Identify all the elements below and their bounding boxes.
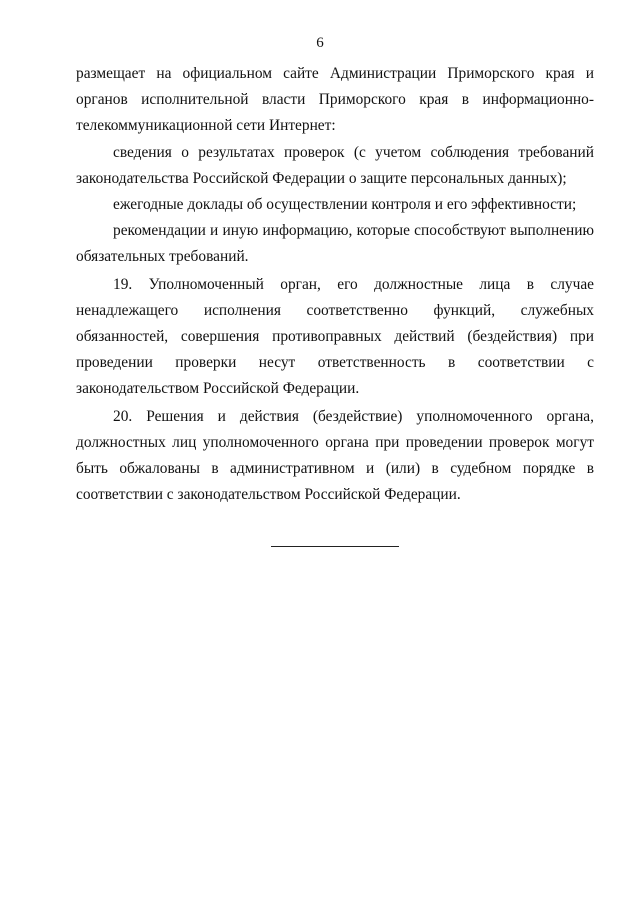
paragraph-annual-reports: ежегодные доклады об осуществлении контроля и его эффективности; — [113, 196, 577, 214]
paragraph-recommendations: рекомендации и иную информацию, которые способствуют выполнению обязательных требований. — [76, 222, 594, 266]
paragraph-clause-20: 20. Решения и действия (бездействие) уполномоченного органа, должностных лиц уполномоченного органа при проведении проверок могут быть обжалованы в административном и (или) в судебном порядке в соответствии с законодательством Российской Федерации. — [76, 407, 594, 504]
paragraph-inspection-results: сведения о результатах проверок (с учетом соблюдения требований законодательства Российской Федерации о защите персональных данных); — [76, 143, 594, 187]
paragraph-intro: размещает на официальном сайте Администрации Приморского края и органов исполнительной власти Приморского края в информационно-телекоммуникационной сети Интернет: — [76, 65, 594, 135]
page-number: 6 — [316, 35, 324, 51]
document-body — [76, 61, 594, 508]
paragraph-clause-19: 19. Уполномоченный орган, его должностные лица в случае ненадлежащего исполнения соответственно функций, служебных обязанностей, совершения противоправных действий (бездействия) при проведении проверки несут ответственность в соответствии с законодательством Российской Федерации. — [76, 275, 594, 398]
end-of-document-line — [271, 546, 399, 547]
